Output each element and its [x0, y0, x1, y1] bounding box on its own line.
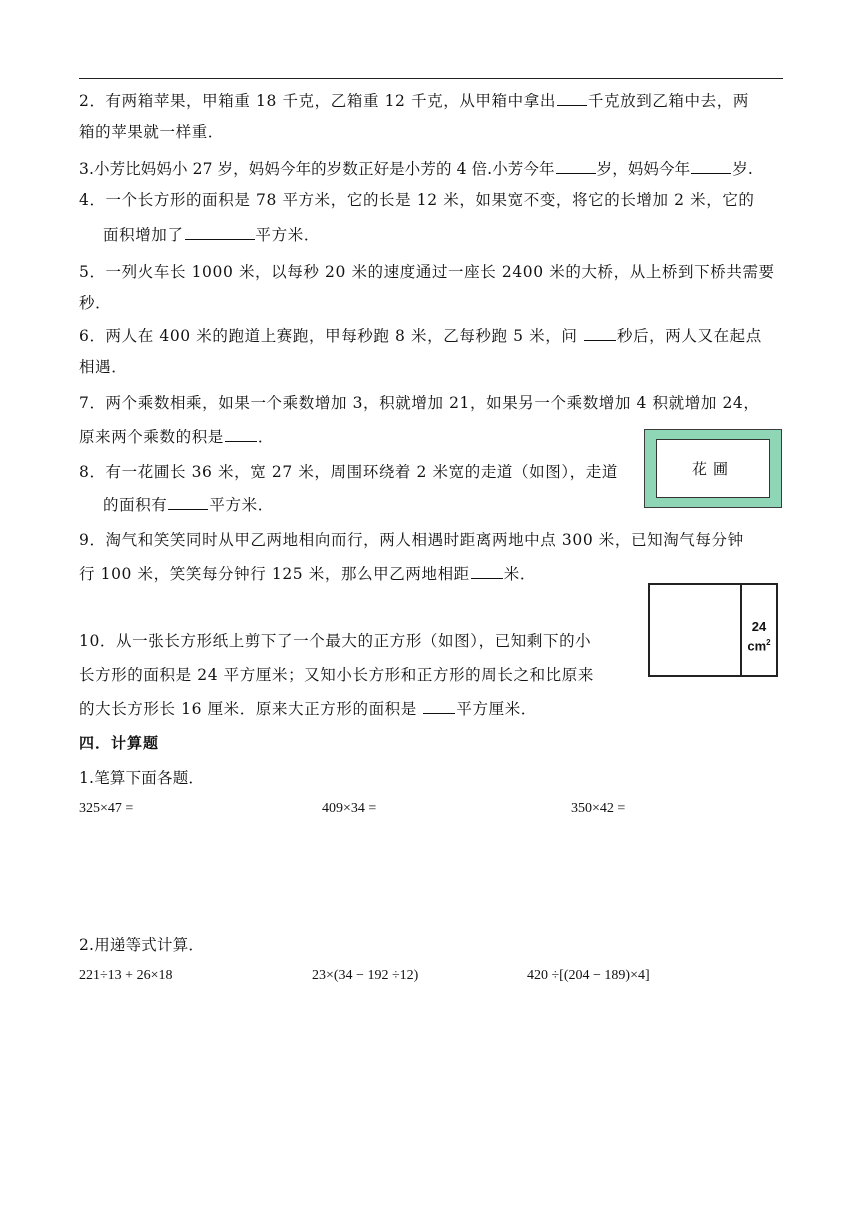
garden-walkway-figure — [644, 429, 782, 508]
answer-blank-q3-b[interactable] — [691, 158, 731, 174]
question-9-line-2 — [79, 563, 536, 585]
question-3-text-cont: 岁，妈妈今年 — [596, 160, 691, 178]
question-8-text: 的面积有 — [103, 496, 168, 514]
question-7-text-end: ． — [257, 428, 275, 446]
answer-blank-q2[interactable] — [557, 90, 587, 106]
question-6-line-2: 相遇． — [79, 358, 128, 376]
question-7-line-1: 7．两个乘数相乘，如果一个乘数增加 3，积就增加 21，如果另一个乘数增加 4 积就增加 24， — [79, 394, 760, 412]
question-10-text: 的大长方形长 16 厘米．原来大正方形的面积是 — [79, 700, 423, 718]
question-8-line-1: 8．有一花圃长 36 米，宽 27 米，周围环绕着 2 米宽的走道（如图），走道 — [79, 463, 618, 481]
part-1-title: 1.笔算下面各题． — [79, 769, 205, 787]
answer-blank-q3-a[interactable] — [556, 158, 596, 174]
answer-blank-q4[interactable] — [185, 224, 255, 240]
header-rule — [79, 78, 783, 79]
question-5-line-2: 秒． — [79, 294, 112, 312]
question-7-line-2 — [79, 426, 274, 448]
question-9-line-1: 9．淘气和笑笑同时从甲乙两地相向而行，两人相遇时距离两地中点 300 米，已知淘气每分钟 — [79, 531, 744, 549]
area-unit-text: cm — [747, 638, 767, 654]
stepwise-expression-2: 23×(34 − 192 ÷12) — [312, 968, 419, 983]
part-2-title: 2.用递等式计算． — [79, 936, 205, 954]
question-2-text: 2．有两箱苹果，甲箱重 18 千克，乙箱重 12 千克，从甲箱中拿出 — [79, 92, 556, 110]
garden-inner-rect — [656, 439, 770, 498]
question-10-text-cont: 平方厘米． — [456, 700, 537, 718]
question-4-text-cont: 平方米． — [255, 226, 320, 244]
question-6-text: 6．两人在 400 米的跑道上赛跑，甲每秒跑 8 米，乙每秒跑 5 米，问 — [79, 327, 583, 345]
calc-expression-3: 350×42 = — [571, 801, 626, 816]
question-9-text: 行 100 米，笑笑每分钟行 125 米，那么甲乙两地相距 — [79, 565, 470, 583]
question-2-line-2: 箱的苹果就一样重． — [79, 123, 224, 141]
answer-blank-q10[interactable] — [423, 698, 455, 714]
answer-blank-q8[interactable] — [168, 494, 208, 510]
question-2-line-1 — [79, 90, 749, 112]
question-4-text: 面积增加了 — [103, 226, 184, 244]
question-10-line-1: 10．从一张长方形纸上剪下了一个最大的正方形（如图），已知剩下的小 — [79, 632, 592, 650]
rectangle-square-figure — [648, 583, 778, 677]
question-9-text-end: 米． — [503, 565, 536, 583]
question-10-line-2: 长方形的面积是 24 平方厘米；又知小长方形和正方形的周长之和比原来 — [79, 666, 594, 684]
stepwise-expression-3: 420 ÷[(204 − 189)×4] — [527, 968, 650, 983]
question-3-text: 3.小芳比妈妈小 27 岁，妈妈今年的岁数正好是小芳的 4 倍.小芳今年 — [79, 160, 555, 178]
question-5-line-1: 5．一列火车长 1000 米，以每秒 20 米的速度通过一座长 2400 米的大桥，从上桥到下桥共需要 — [79, 263, 775, 281]
stepwise-expression-1: 221÷13 + 26×18 — [79, 968, 173, 983]
garden-label: 花圃 — [691, 460, 734, 478]
question-4-line-1: 4．一个长方形的面积是 78 平方米，它的长是 12 米，如果宽不变，将它的长增加 2 米，它的 — [79, 191, 755, 209]
question-6-line-1 — [79, 325, 762, 347]
answer-blank-q9[interactable] — [471, 563, 503, 579]
question-4-line-2 — [103, 224, 320, 246]
answer-blank-q6[interactable] — [584, 325, 616, 341]
question-3 — [79, 158, 753, 180]
area-unit-exponent: 2 — [766, 638, 771, 647]
question-3-text-end: 岁. — [732, 160, 753, 178]
question-8-text-cont: 平方米． — [209, 496, 274, 514]
question-8-line-2 — [103, 494, 274, 516]
answer-blank-q7[interactable] — [225, 426, 257, 442]
calc-expression-1: 325×47 = — [79, 801, 134, 816]
area-unit — [742, 635, 776, 654]
question-7-text: 原来两个乘数的积是 — [79, 428, 224, 446]
area-value: 24 — [751, 619, 767, 634]
section-4-heading: 四．计算题 — [79, 734, 160, 752]
small-rect-area-label — [742, 619, 776, 654]
calc-expression-2: 409×34 = — [322, 801, 377, 816]
question-6-text-cont: 秒后，两人又在起点 — [616, 327, 762, 345]
question-10-line-3 — [79, 698, 537, 720]
question-2-text-cont: 千克放到乙箱中去，两 — [587, 92, 749, 110]
